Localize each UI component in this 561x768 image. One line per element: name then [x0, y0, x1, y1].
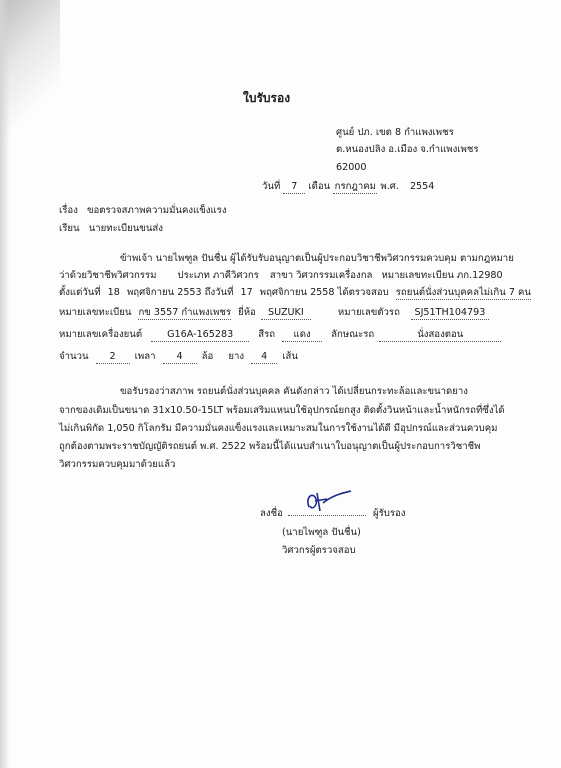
address-line-1: ศูนย์ ปภ. เขต 8 กำแพงเพชร	[336, 127, 454, 138]
body-l5-a: หมายเลขเครื่องยนต์	[59, 329, 143, 340]
body-l2-d: หมายเลขทะเบียน ภก.12980	[381, 270, 503, 281]
body-line-3	[59, 287, 531, 300]
body-l5-f: นั่งสองตอน	[379, 329, 501, 342]
address-line-2: ต.หนองปลิง อ.เมือง จ.กำแพงเพชร	[336, 144, 479, 155]
body-l3-e: พฤศจิกายน 2558 ได้ตรวจสอบ	[259, 287, 389, 298]
doc-title: ใบรับรอง	[243, 91, 291, 105]
to-line	[59, 223, 163, 235]
body-line-1: ข้าพเจ้า นายไพฑูล ปันชื่น ผู้ได้รับรับอนุญาตเป็นผู้ประกอบวิชาชีพวิศวกรรมควบคุม ตามกฎหมาย	[120, 253, 514, 264]
signature-role: ผู้รับรอง	[372, 508, 406, 519]
date-prefix: วันที่	[262, 181, 281, 192]
date-day: 7	[283, 181, 305, 194]
signature-name: (นายไพฑูล ปันชื่น)	[282, 527, 361, 538]
body-l4-b: กข 3557 กำแพงเพชร	[138, 307, 232, 318]
signature-label: ลงชื่อ	[260, 508, 283, 519]
body-l5-c: สีรถ	[258, 329, 276, 340]
date-year: 2554	[409, 181, 435, 192]
body-l4-c: ยี่ห้อ	[238, 307, 256, 318]
body-l5-b: G16A-165283	[151, 329, 249, 342]
body-l3-f: รถยนต์นั่งส่วนบุคคลไม่เกิน 7 คน	[395, 287, 531, 298]
date-month: กรกฎาคม	[334, 181, 376, 192]
body-l2-a: ว่าด้วยวิชาชีพวิศวกรรม	[59, 270, 157, 281]
body-l5-e: ลักษณะรถ	[331, 329, 375, 340]
address-line-3: 62000	[336, 162, 367, 173]
para2-line-3: ไม่เกินพิกัด 1,050 กิโลกรัม มีความมั่นคงแข็งแรงและเหมาะสมในการใช้งานได้ดี มีอุปกรณ์และส่วนควบคุม	[59, 423, 498, 434]
body-line-2	[59, 270, 503, 282]
body-l2-b: ประเภท ภาคีวิศวกร	[177, 270, 259, 281]
body-l4-e: หมายเลขตัวรถ	[337, 307, 400, 318]
subject-line	[59, 205, 227, 217]
signature-title: วิศวกรผู้ตรวจสอบ	[282, 545, 356, 556]
signature-blank	[288, 515, 366, 516]
body-line-4	[59, 307, 489, 320]
para2-line-5: วิศวกรรมควบคุมมาด้วยแล้ว	[59, 459, 176, 470]
body-l6-h: เส้น	[282, 351, 298, 362]
body-l2-c: สาขา วิศวกรรมเครื่องกล	[269, 270, 373, 281]
body-l6-b: 2	[96, 351, 130, 364]
body-line-5	[59, 329, 501, 342]
to-label: เรียน	[59, 223, 80, 234]
para2-line-2: จากของเดิมเป็นขนาด 31x10.50-15LT พร้อมเสริมแหนบใช้อุปกรณ์ยกสูง ติดตั้งวินหน้าและน้ำหนักรถที่ซึ่งได้	[59, 405, 505, 416]
body-l4-d: SUZUKI	[261, 307, 311, 320]
body-l3-b: 18	[107, 287, 120, 298]
para2-line-1: ขอรับรองว่าสภาพ รถยนต์นั่งส่วนบุคคล คันดังกล่าว ได้เปลี่ยนกระทะล้อและขนาดยาง	[120, 386, 468, 397]
body-l3-d: 17	[240, 287, 253, 298]
subject-value: ขอตรวจสภาพความมั่นคงแข็งแรง	[86, 205, 227, 216]
subject-label: เรื่อง	[59, 205, 78, 216]
body-l4-a: หมายเลขทะเบียน	[59, 307, 132, 318]
body-l5-d: แดง	[282, 329, 322, 342]
body-l6-c: เพลา	[134, 351, 156, 362]
date-month-label: เดือน	[308, 181, 331, 192]
date-year-label: พ.ศ.	[380, 181, 399, 192]
date-line	[262, 181, 434, 194]
body-l6-f: ยาง	[228, 351, 245, 362]
body-l6-e: ล้อ	[201, 351, 214, 362]
body-l3-a: ตั้งแต่วันที่	[59, 287, 101, 298]
body-line-6	[59, 351, 298, 364]
body-l3-c: พฤศจิกายน 2553 ถึงวันที่	[126, 287, 234, 298]
body-l6-d: 4	[163, 351, 197, 364]
para2-line-4: ถูกต้องตามพระราชบัญญัติรถยนต์ พ.ศ. 2522 พร้อมนี้ได้แนบสำเนาใบอนุญาตเป็นผู้ประกอบการวิชาชีพ	[59, 441, 481, 452]
body-l4-f: SJ51TH104793	[411, 307, 489, 320]
body-l6-a: จำนวน	[59, 351, 89, 362]
to-value: นายทะเบียนขนส่ง	[88, 223, 163, 234]
signature-line	[260, 508, 405, 520]
body-l6-g: 4	[251, 351, 277, 364]
scan-shadow-left	[0, 0, 10, 768]
